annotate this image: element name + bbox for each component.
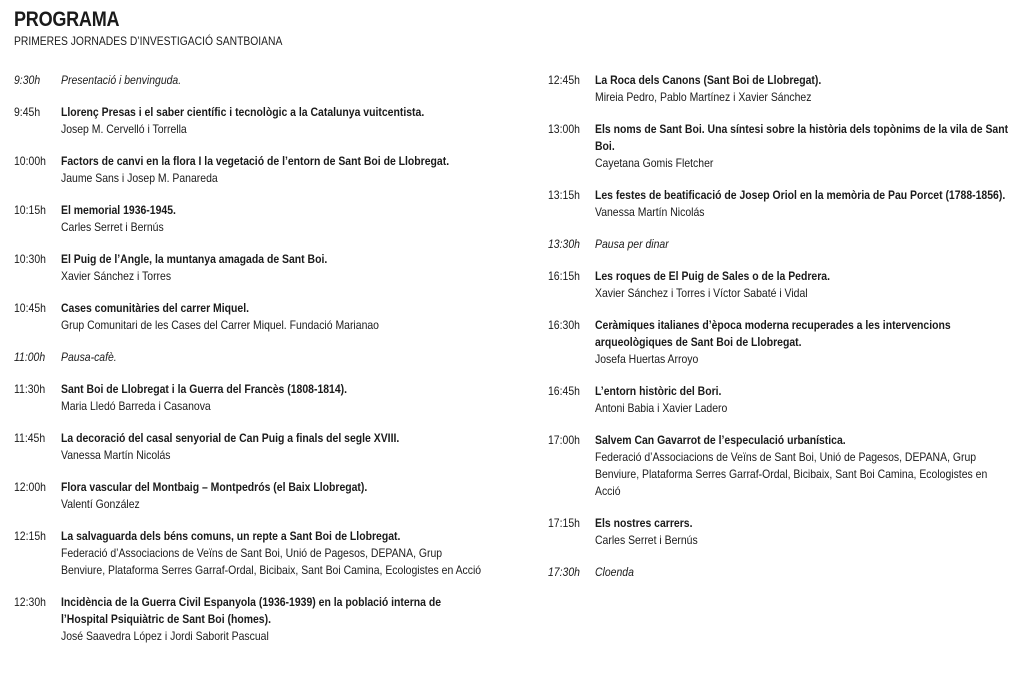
break-label: Cloenda [595, 565, 634, 579]
schedule-time: 16:15h [548, 269, 580, 283]
talk-title: Les roques de El Puig de Sales o de la Pedrera. [595, 269, 830, 283]
page-subtitle: PRIMERES JORNADES D’INVESTIGACIÓ SANTBOIANA [14, 34, 283, 48]
schedule-item [548, 432, 1008, 500]
talk-title: El memorial 1936-1945. [61, 203, 176, 217]
schedule-time: 13:30h [548, 237, 580, 251]
talk-authors: Cayetana Gomis Fletcher [595, 156, 714, 170]
schedule-item [14, 251, 484, 285]
talk-authors: Antoni Babia i Xavier Ladero [595, 401, 728, 415]
talk-title: Flora vascular del Montbaig – Montpedrós (el Baix Llobregat). [61, 480, 368, 494]
talk-authors: Mireia Pedro, Pablo Martínez i Xavier Sánchez [595, 90, 812, 104]
schedule-time: 13:00h [548, 122, 580, 136]
talk-authors: José Saavedra López i Jordi Saborit Pascual [61, 629, 269, 643]
schedule-time: 12:45h [548, 73, 580, 87]
talk-authors: Josefa Huertas Arroyo [595, 352, 699, 366]
talk-title: Sant Boi de Llobregat i la Guerra del Francès (1808-1814). [61, 382, 348, 396]
schedule-time: 12:15h [14, 529, 46, 543]
schedule-time: 17:30h [548, 565, 580, 579]
schedule-item [14, 594, 484, 645]
schedule-item [548, 121, 1008, 172]
break-label: Pausa-cafè. [61, 350, 117, 364]
schedule-break-item [14, 349, 484, 366]
schedule-item [548, 383, 1008, 417]
talk-title: Els noms de Sant Boi. Una síntesi sobre la història dels topònims de la vila de Sant Boi. [595, 122, 1009, 153]
schedule-time: 12:30h [14, 595, 46, 609]
schedule-time: 12:00h [14, 480, 46, 494]
talk-authors: Carles Serret i Bernús [61, 220, 164, 234]
schedule-time: 17:00h [548, 433, 580, 447]
talk-title: La salvaguarda dels béns comuns, un repte a Sant Boi de Llobregat. [61, 529, 401, 543]
schedule-item [548, 317, 1008, 368]
talk-authors: Grup Comunitari de les Cases del Carrer Miquel. Fundació Marianao [61, 318, 379, 332]
schedule-time: 16:30h [548, 318, 580, 332]
schedule-time: 10:30h [14, 252, 46, 266]
schedule-time: 16:45h [548, 384, 580, 398]
schedule-time: 13:15h [548, 188, 580, 202]
schedule-time: 11:45h [14, 431, 46, 445]
talk-title: El Puig de l’Angle, la muntanya amagada de Sant Boi. [61, 252, 328, 266]
schedule-item [14, 430, 484, 464]
break-label: Presentació i benvinguda. [61, 73, 182, 87]
talk-title: Incidència de la Guerra Civil Espanyola (1936-1939) en la població interna de l’Hospital Psiquiàtric de Sant Boi (homes). [61, 595, 442, 626]
talk-title: Els nostres carrers. [595, 516, 693, 530]
schedule-item [14, 202, 484, 236]
schedule-break-item [14, 72, 484, 89]
break-label: Pausa per dinar [595, 237, 669, 251]
program-header [14, 9, 326, 48]
schedule-time: 10:15h [14, 203, 46, 217]
talk-authors: Vanessa Martín Nicolás [61, 448, 171, 462]
talk-authors: Xavier Sánchez i Torres [61, 269, 172, 283]
talk-title: Les festes de beatificació de Josep Oriol en la memòria de Pau Porcet (1788-1856). [595, 188, 1006, 202]
schedule-time: 9:45h [14, 105, 41, 119]
schedule-item [548, 187, 1008, 221]
talk-authors: Federació d’Associacions de Veïns de Sant Boi, Unió de Pagesos, DEPANA, Grup Benviure, Plataforma Serres Garraf-Ordal, Bicibaix, Sant Boi Camina, Ecologistes en Acció [61, 546, 482, 577]
schedule-item [548, 72, 1008, 106]
schedule-item [548, 515, 1008, 549]
talk-authors: Federació d’Associacions de Veïns de Sant Boi, Unió de Pagesos, DEPANA, Grup Benviure, Plataforma Serres Garraf-Ordal, Bicibaix, Sant Boi Camina, Ecologistes en Acció [595, 450, 988, 498]
talk-title: La decoració del casal senyorial de Can Puig a finals del segle XVIII. [61, 431, 400, 445]
schedule-item [14, 381, 484, 415]
schedule-column-left [14, 72, 484, 660]
schedule-break-item [548, 236, 1008, 253]
schedule-time: 17:15h [548, 516, 580, 530]
talk-title: Factors de canvi en la flora I la vegetació de l’entorn de Sant Boi de Llobregat. [61, 154, 450, 168]
schedule-time: 10:45h [14, 301, 46, 315]
talk-authors: Maria Lledó Barreda i Casanova [61, 399, 211, 413]
talk-authors: Jaume Sans i Josep M. Panareda [61, 171, 218, 185]
talk-authors: Josep M. Cervelló i Torrella [61, 122, 187, 136]
schedule-item [14, 300, 484, 334]
talk-authors: Valentí González [61, 497, 140, 511]
schedule-time: 9:30h [14, 73, 41, 87]
schedule-time: 10:00h [14, 154, 46, 168]
talk-title: Cases comunitàries del carrer Miquel. [61, 301, 250, 315]
schedule-break-item [548, 564, 1008, 581]
talk-authors: Carles Serret i Bernús [595, 533, 698, 547]
schedule-column-right [548, 72, 1008, 596]
schedule-time: 11:30h [14, 382, 46, 396]
talk-title: Llorenç Presas i el saber científic i tecnològic a la Catalunya vuitcentista. [61, 105, 425, 119]
schedule-item [14, 153, 484, 187]
schedule-item [14, 104, 484, 138]
talk-authors: Xavier Sánchez i Torres i Víctor Sabaté i Vidal [595, 286, 808, 300]
talk-title: Salvem Can Gavarrot de l’especulació urbanística. [595, 433, 846, 447]
talk-title: L’entorn històric del Bori. [595, 384, 722, 398]
schedule-item [14, 528, 484, 579]
talk-title: Ceràmiques italianes d’època moderna recuperades a les intervencions arqueològiques de Sant Boi de Llobregat. [595, 318, 951, 349]
schedule-item [14, 479, 484, 513]
schedule-time: 11:00h [14, 350, 46, 364]
schedule-item [548, 268, 1008, 302]
page-title: PROGRAMA [14, 8, 120, 31]
talk-authors: Vanessa Martín Nicolás [595, 205, 705, 219]
talk-title: La Roca dels Canons (Sant Boi de Llobregat). [595, 73, 822, 87]
